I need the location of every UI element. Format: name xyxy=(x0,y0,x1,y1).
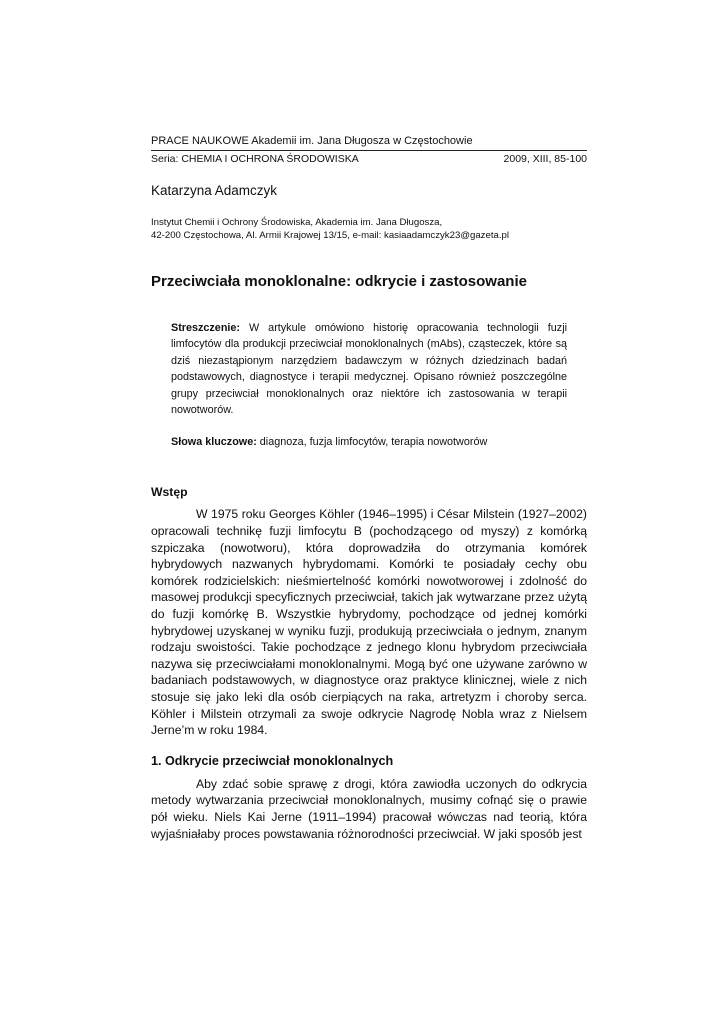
paper-page xyxy=(151,134,587,842)
section-1-heading: 1. Odkrycie przeciwciał monoklonalnych xyxy=(151,753,394,768)
affiliation-line-2: 42-200 Częstochowa, Al. Armii Krajowej 13/15, e-mail: kasiaadamczyk23@gazeta.pl xyxy=(151,230,509,241)
paper-title: Przeciwciała monoklonalne: odkrycie i zastosowanie xyxy=(151,273,527,290)
journal-header: PRACE NAUKOWE Akademii im. Jana Długosza w Częstochowie xyxy=(151,134,587,151)
keywords-label: Słowa kluczowe: xyxy=(171,436,257,449)
intro-paragraph: W 1975 roku Georges Köhler (1946–1995) i César Milstein (1927–2002) opracowali technikę fuzji limfocytu B (pochodzącego od myszy) z komórką szpiczaka (nowotworu), która doprowadziła do otrzymania komórek hybrydowych nazwanych hybrydomami. Komórki te posiadały cechy obu komórek rodzicielskich: nieśmiertelność komórki nowotworowej i zdolność do masowej produkcji specyficznych przeciwciał, takich jak wytwarzane przez użytą do fuzji komórkę B. Wszystkie hybrydomy, pochodzące od jednej komórki hybrydowej uzyskanej w wyniku fuzji, produkują przeciwciała o jednym, znanym rodzaju swoistości. Takie pochodzące z jednego klonu hybrydom przeciwciała nazywa się przeciwciałami monoklonalnymi. Mogą być one używane zarówno w badaniach podstawowych, w diagnostyce oraz praktyce klinicznej, wiele z nich stosuje się jako leki dla osób cierpiących na raka, artretyzm i choroby serca. Köhler i Milstein otrzymali za swoje odkrycie Nagrodę Nobla wraz z Nielsem Jerne’m w roku 1984. xyxy=(151,507,587,738)
intro-heading: Wstęp xyxy=(151,485,188,500)
section-1-paragraph: Aby zdać sobie sprawę z drogi, która zawiodła uczonych do odkrycia metody wytwarzania przeciwciał monoklonalnych, musimy cofnąć się o prawie pół wieku. Niels Kai Jerne (1911–1994) pracował wówczas nad teorią, która wyjaśniałaby proces powstawania różnorodności przeciwciał. W jaki sposób jest xyxy=(151,776,587,841)
abstract-label: Streszczenie: xyxy=(171,322,241,334)
affiliation-line-1: Instytut Chemii i Ochrony Środowiska, Akademia im. Jana Długosza, xyxy=(151,217,443,228)
abstract-text: W artykule omówiono historię opracowania technologii fuzji limfocytów dla produkcji przeciwciał monoklonalnych (mAbs), cząsteczek, które są dziś niezastąpionym narzędziem badawczym w różnych dziedzinach badań podstawowych, diagnostyce i terapii medycznej. Opisano również poszczególne grupy przeciwciał monoklonalnych oraz niektóre ich zastosowania w terapii nowotworów. xyxy=(171,322,567,417)
abstract xyxy=(171,320,567,418)
keywords xyxy=(171,434,567,450)
author-name: Katarzyna Adamczyk xyxy=(151,183,278,198)
keywords-text: diagnoza, fuzja limfocytów, terapia nowotworów xyxy=(256,436,488,449)
series-header xyxy=(151,151,587,166)
citation: 2009, XIII, 85-100 xyxy=(503,153,587,165)
series-name: Seria: CHEMIA I OCHRONA ŚRODOWISKA xyxy=(151,153,359,165)
affiliation xyxy=(151,216,587,242)
